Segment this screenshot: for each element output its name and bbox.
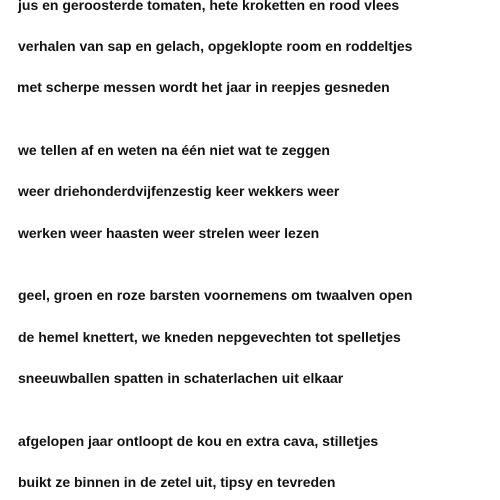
- poem-line: de hemel knettert, we kneden nepgevechten tot spelletjes: [18, 329, 401, 345]
- poem-line: afgelopen jaar ontloopt de kou en extra cava, stilletjes: [18, 433, 379, 449]
- poem-line: geel, groen en roze barsten voornemens om twaalven open: [18, 287, 413, 303]
- poem-line: buikt ze binnen in de zetel uit, tipsy en tevreden: [18, 474, 336, 490]
- poem-line: werken weer haasten weer strelen weer lezen: [18, 225, 320, 241]
- poem-line: verhalen van sap en gelach, opgeklopte room en roddeltjes: [18, 38, 413, 54]
- poem-line: jus en geroosterde tomaten, hete kroketten en rood vlees: [18, 0, 400, 13]
- poem-line: we tellen af en weten na één niet wat te zeggen: [18, 142, 330, 158]
- poem-line: weer driehonderdvijfenzestig keer wekkers weer: [18, 183, 340, 199]
- poem-line: met scherpe messen wordt het jaar in reepjes gesneden: [17, 79, 390, 95]
- poem-line: sneeuwballen spatten in schaterlachen uit elkaar: [18, 370, 344, 386]
